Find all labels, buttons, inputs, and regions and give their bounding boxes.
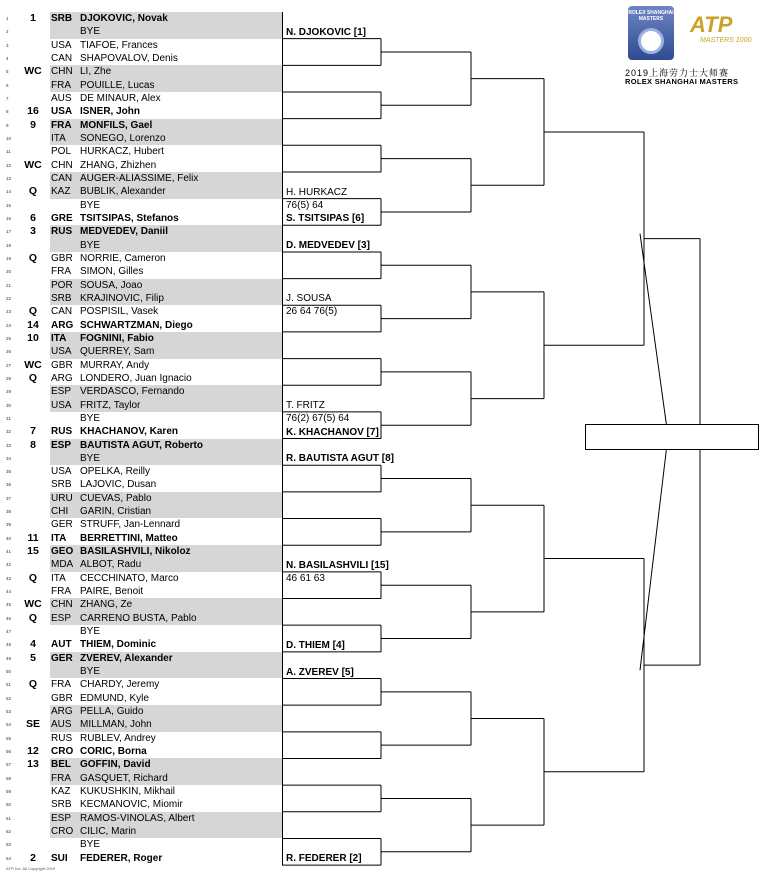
country-code: ESP (51, 439, 72, 451)
player-name: ZHANG, Ze (80, 599, 133, 611)
player-name: FEDERER, Roger (80, 852, 163, 864)
country-code: FRA (51, 79, 71, 91)
seed-label: 13 (27, 758, 39, 771)
draw-position: 16 (6, 215, 12, 221)
player-name: BUBLIK, Alexander (80, 186, 166, 198)
player-name: NORRIE, Cameron (80, 252, 166, 264)
round2-winner: K. KHACHANOV [7] (286, 426, 379, 438)
round2-winner: H. HURKACZ (286, 186, 348, 198)
country-code: AUT (51, 639, 72, 651)
draw-position: 7 (6, 95, 9, 101)
player-name: BYE (80, 239, 101, 251)
country-code: ITA (51, 532, 67, 544)
seed-label: Q (28, 371, 38, 384)
draw-position: 5 (6, 69, 9, 75)
round2-winner: D. MEDVEDEV [3] (286, 239, 370, 251)
draw-position: 56 (6, 749, 12, 755)
draw-position: 34 (6, 455, 12, 461)
player-name: OPELKA, Reilly (80, 466, 151, 478)
magnolia-icon (638, 28, 664, 54)
match-score: 46 61 63 (286, 572, 325, 584)
draw-position: 25 (6, 335, 12, 341)
country-code: USA (51, 106, 73, 118)
player-name: PAIRE, Benoit (80, 586, 144, 598)
country-code: RUS (51, 226, 73, 238)
draw-position: 62 (6, 829, 12, 835)
draw-position: 40 (6, 535, 12, 541)
draw-position: 55 (6, 735, 12, 741)
player-name: PELLA, Guido (80, 706, 144, 718)
draw-position: 30 (6, 402, 12, 408)
country-code: ESP (51, 386, 72, 398)
draw-position: 45 (6, 602, 12, 608)
draw-position: 27 (6, 362, 12, 368)
seed-label: 15 (27, 545, 39, 558)
draw-position: 58 (6, 775, 12, 781)
player-name: KECMANOVIC, Miomir (80, 799, 183, 811)
player-name: MEDVEDEV, Daniil (80, 226, 168, 238)
draw-position: 22 (6, 295, 12, 301)
country-code: SRB (51, 292, 72, 304)
player-name: KRAJINOVIC, Filip (80, 292, 164, 304)
seed-label: Q (28, 305, 38, 318)
draw-position: 54 (6, 722, 12, 728)
country-code: URU (51, 492, 73, 504)
draw-position: 1 (6, 16, 9, 21)
seed-label: 4 (30, 638, 36, 651)
seed-label: WC (24, 158, 42, 171)
draw-position: 2 (6, 29, 9, 35)
country-code: CHI (51, 506, 69, 518)
player-name: MURRAY, Andy (80, 359, 150, 371)
country-code: MDA (51, 559, 74, 571)
player-name: GOFFIN, David (80, 759, 151, 771)
country-code: BEL (51, 759, 71, 771)
seed-label: 1 (30, 12, 36, 24)
seed-label: WC (24, 65, 42, 78)
seed-label: 5 (30, 651, 36, 664)
draw-position: 49 (6, 655, 12, 661)
player-name: BYE (80, 666, 101, 678)
round2-winner: R. FEDERER [2] (286, 853, 362, 865)
player-name: BYE (80, 626, 101, 638)
round2-winner: A. ZVEREV [5] (286, 666, 354, 678)
draw-position: 33 (6, 442, 12, 448)
seed-label: Q (28, 678, 38, 691)
player-name: BAUTISTA AGUT, Roberto (80, 439, 203, 451)
country-code: CHN (51, 159, 73, 171)
player-name: MONFILS, Gael (80, 119, 153, 131)
draw-position: 12 (6, 162, 12, 168)
player-name: CILIC, Marin (80, 826, 137, 838)
player-name: ZVEREV, Alexander (80, 652, 173, 664)
draw-position: 14 (6, 189, 12, 195)
country-code: RUS (51, 426, 73, 438)
player-name: CHARDY, Jeremy (80, 679, 160, 691)
country-code: CRO (51, 826, 74, 838)
seed-label: Q (28, 251, 38, 264)
bracket-line (640, 436, 668, 670)
round2-winner: J. SOUSA (286, 293, 332, 305)
player-name: KUKUSHKIN, Mikhail (80, 786, 176, 798)
country-code: CHN (51, 66, 73, 78)
seed-label: 6 (30, 211, 36, 224)
player-name: POSPISIL, Vasek (80, 306, 159, 318)
draw-position: 37 (6, 495, 12, 501)
player-name: CECCHINATO, Marco (80, 572, 179, 584)
country-code: FRA (51, 266, 71, 278)
player-name: MILLMAN, John (80, 719, 152, 731)
player-name: THIEM, Dominic (80, 639, 157, 651)
player-name: CUEVAS, Pablo (80, 492, 152, 504)
logo-badge-text: ROLEX SHANGHAI MASTERS (628, 10, 674, 22)
draw-position: 41 (6, 549, 12, 555)
country-code: GEO (51, 546, 74, 558)
player-name: RUBLEV, Andrey (80, 732, 156, 744)
seed-label: Q (28, 571, 38, 584)
draw-position: 11 (6, 149, 11, 155)
round2-winner: S. TSITSIPAS [6] (286, 213, 365, 225)
draw-position: 52 (6, 695, 12, 701)
draw-position: 51 (6, 682, 12, 688)
copyright-note: ATP, Inc. All Copyright 2019 (6, 866, 56, 871)
round2-winner: T. FRITZ (286, 399, 325, 411)
player-name: BASILASHVILI, Nikoloz (80, 546, 191, 558)
country-code: POL (51, 146, 72, 158)
seed-label: 10 (27, 331, 39, 344)
player-name: QUERREY, Sam (80, 346, 155, 358)
match-score: 76(5) 64 (286, 199, 324, 211)
country-code: CAN (51, 52, 73, 64)
draw-position: 60 (6, 802, 12, 808)
player-name: POUILLE, Lucas (80, 79, 155, 91)
country-code: RUS (51, 732, 73, 744)
player-name: FRITZ, Taylor (80, 399, 141, 411)
match-score: 26 64 76(5) (286, 306, 338, 318)
country-code: ARG (51, 319, 74, 331)
seed-label: WC (24, 358, 42, 371)
country-code: ARG (51, 706, 73, 718)
country-code: ARG (51, 372, 73, 384)
draw-position: 35 (6, 469, 12, 475)
player-name: BYE (80, 199, 101, 211)
draw-position: 10 (6, 135, 12, 141)
country-code: USA (51, 399, 72, 411)
country-code: CRO (51, 746, 74, 758)
player-name: KHACHANOV, Karen (80, 426, 178, 438)
draw-position: 42 (6, 562, 12, 568)
seed-label: 2 (30, 851, 36, 864)
draw-position: 26 (6, 349, 12, 355)
draw-position: 18 (6, 242, 12, 248)
draw-position: 17 (6, 229, 12, 235)
draw-position: 43 (6, 575, 12, 581)
draw-position: 38 (6, 509, 12, 515)
player-name: SCHWARTZMAN, Diego (80, 319, 193, 331)
player-name: BYE (80, 452, 101, 464)
seed-label: WC (24, 598, 42, 611)
draw-position: 46 (6, 615, 12, 621)
player-name: TSITSIPAS, Stefanos (80, 212, 179, 224)
draw-position: 8 (6, 109, 9, 115)
seed-label: 11 (27, 531, 39, 544)
round2-winner: D. THIEM [4] (286, 639, 345, 651)
player-name: CARRENO BUSTA, Pablo (80, 612, 197, 624)
country-code: CAN (51, 306, 73, 318)
country-code: AUS (51, 92, 72, 104)
draw-position: 63 (6, 842, 12, 848)
seed-label: 12 (27, 745, 39, 758)
draw-position: 47 (6, 629, 12, 635)
draw-position: 44 (6, 589, 12, 595)
country-code: GER (51, 652, 73, 664)
draw-position: 61 (6, 815, 12, 821)
seed-label: 7 (30, 425, 36, 438)
country-code: FRA (51, 586, 71, 598)
country-code: USA (51, 39, 72, 51)
country-code: GBR (51, 252, 73, 264)
country-code: CHN (51, 599, 73, 611)
player-name: EDMUND, Kyle (80, 692, 149, 704)
country-code: ITA (51, 332, 67, 344)
country-code: SRB (51, 799, 72, 811)
seed-label: 14 (27, 318, 39, 331)
draw-position: 59 (6, 789, 12, 795)
draw-position: 4 (6, 55, 9, 61)
player-name: CORIC, Borna (80, 746, 147, 758)
player-name: ALBOT, Radu (80, 559, 142, 571)
player-name: AUGER-ALIASSIME, Felix (80, 172, 199, 184)
event-title-english: ROLEX SHANGHAI MASTERS (625, 77, 739, 86)
country-code: ESP (51, 812, 72, 824)
draw-position: 20 (6, 269, 12, 275)
seed-label: 16 (27, 105, 39, 118)
draw-position: 23 (6, 309, 12, 315)
draw-position: 19 (6, 255, 12, 261)
player-name: DE MINAUR, Alex (80, 92, 161, 104)
draw-position: 50 (6, 669, 12, 675)
country-code: SRB (51, 479, 72, 491)
draw-position: 3 (6, 42, 9, 48)
draw-position: 13 (6, 175, 12, 181)
player-name: BYE (80, 412, 101, 424)
round2-winner: R. BAUTISTA AGUT [8] (286, 453, 394, 465)
masters-1000-logo: MASTERS 1000 (700, 37, 752, 44)
country-code: KAZ (51, 186, 71, 198)
country-code: CAN (51, 172, 73, 184)
player-name: ZHANG, Zhizhen (80, 159, 157, 171)
country-code: FRA (51, 679, 71, 691)
country-code: GRE (51, 212, 73, 224)
player-name: HURKACZ, Hubert (80, 146, 164, 158)
draw-position: 9 (6, 122, 9, 128)
player-name: BYE (80, 839, 101, 851)
round2-winner: N. DJOKOVIC [1] (286, 26, 367, 38)
draw-position: 48 (6, 642, 12, 648)
country-code: AUS (51, 719, 72, 731)
rolex-shanghai-logo (628, 6, 674, 60)
player-name: SOUSA, Joao (80, 279, 143, 291)
player-name: GARIN, Cristian (80, 506, 152, 518)
player-name: FOGNINI, Fabio (80, 332, 154, 344)
draw-position: 31 (6, 415, 12, 421)
seed-label: 8 (30, 438, 36, 451)
country-code: SRB (51, 13, 73, 24)
player-name: RAMOS-VINOLAS, Albert (80, 812, 195, 824)
country-code: SUI (51, 852, 68, 864)
draw-position: 57 (6, 762, 12, 768)
match-score: 76(2) 67(5) 64 (286, 412, 350, 424)
draw-position: 24 (6, 322, 12, 328)
round2-winner: N. BASILASHVILI [15] (286, 559, 389, 571)
country-code: GBR (51, 359, 73, 371)
champion-box (585, 424, 759, 450)
country-code: GBR (51, 692, 73, 704)
seed-label: Q (28, 611, 38, 624)
country-code: POR (51, 279, 73, 291)
seed-label: 3 (30, 225, 36, 238)
draw-position: 32 (6, 429, 12, 435)
draw-position: 15 (6, 202, 12, 208)
player-name: SHAPOVALOV, Denis (80, 52, 178, 64)
player-name: ISNER, John (80, 106, 141, 118)
draw-position: 39 (6, 522, 12, 528)
country-code: GER (51, 519, 73, 531)
country-code: ITA (51, 132, 66, 144)
player-name: SONEGO, Lorenzo (80, 132, 166, 144)
country-code: ESP (51, 612, 72, 624)
player-name: TIAFOE, Frances (80, 39, 158, 51)
country-code: FRA (51, 772, 71, 784)
country-code: USA (51, 346, 72, 358)
country-code: FRA (51, 119, 72, 131)
seed-label: SE (25, 718, 40, 731)
draw-position: 53 (6, 709, 12, 715)
player-name: BERRETTINI, Matteo (80, 532, 178, 544)
player-name: DJOKOVIC, Novak (80, 13, 168, 24)
event-title-chinese: 2019上海劳力士大师赛 (625, 68, 730, 78)
player-name: BYE (80, 26, 101, 38)
draw-position: 36 (6, 482, 12, 488)
draw-position: 64 (6, 855, 12, 861)
atp-logo: ATP (690, 12, 733, 37)
country-code: USA (51, 466, 72, 478)
seed-label: 9 (30, 118, 36, 131)
seed-label: Q (28, 185, 38, 198)
country-code: KAZ (51, 786, 71, 798)
draw-position: 6 (6, 82, 9, 88)
player-name: VERDASCO, Fernando (80, 386, 185, 398)
player-name: LI, Zhe (80, 66, 112, 78)
player-name: SIMON, Gilles (80, 266, 144, 278)
draw-position: 21 (6, 282, 12, 288)
player-name: LAJOVIC, Dusan (80, 479, 157, 491)
draw-position: 29 (6, 389, 12, 395)
player-name: GASQUET, Richard (80, 772, 168, 784)
draw-position: 28 (6, 375, 12, 381)
country-code: ITA (51, 572, 66, 584)
player-name: STRUFF, Jan-Lennard (80, 519, 181, 531)
player-name: LONDERO, Juan Ignacio (80, 372, 192, 384)
